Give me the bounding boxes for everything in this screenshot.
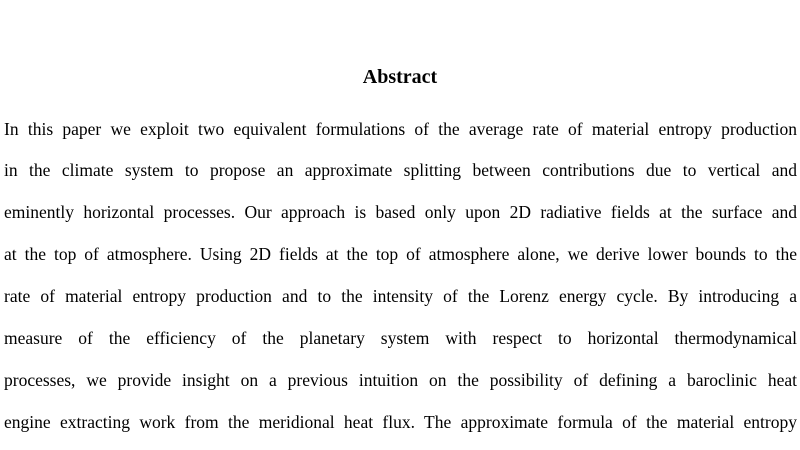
abstract-line: In this paper we exploit two equivalent formulations of the average rate of material entropy production	[4, 119, 797, 139]
abstract-heading: Abstract	[362, 66, 438, 88]
abstract-line: measure of the efficiency of the planetary system with respect to horizontal thermodynamical	[4, 328, 797, 348]
abstract-line: at the top of atmosphere. Using 2D fields at the top of atmosphere alone, we derive lower bounds to the	[4, 244, 797, 264]
abstract-line: processes, we provide insight on a previous intuition on the possibility of defining a baroclinic heat	[4, 370, 797, 390]
abstract-line: eminently horizontal processes. Our approach is based only upon 2D radiative fields at the surface and	[4, 202, 797, 222]
abstract-line: rate of material entropy production and to the intensity of the Lorenz energy cycle. By introducing a	[4, 286, 797, 306]
abstract-line: in the climate system to propose an approximate splitting between contributions due to vertical and	[4, 160, 797, 180]
abstract-line: engine extracting work from the meridional heat flux. The approximate formula of the material entropy	[4, 412, 797, 432]
